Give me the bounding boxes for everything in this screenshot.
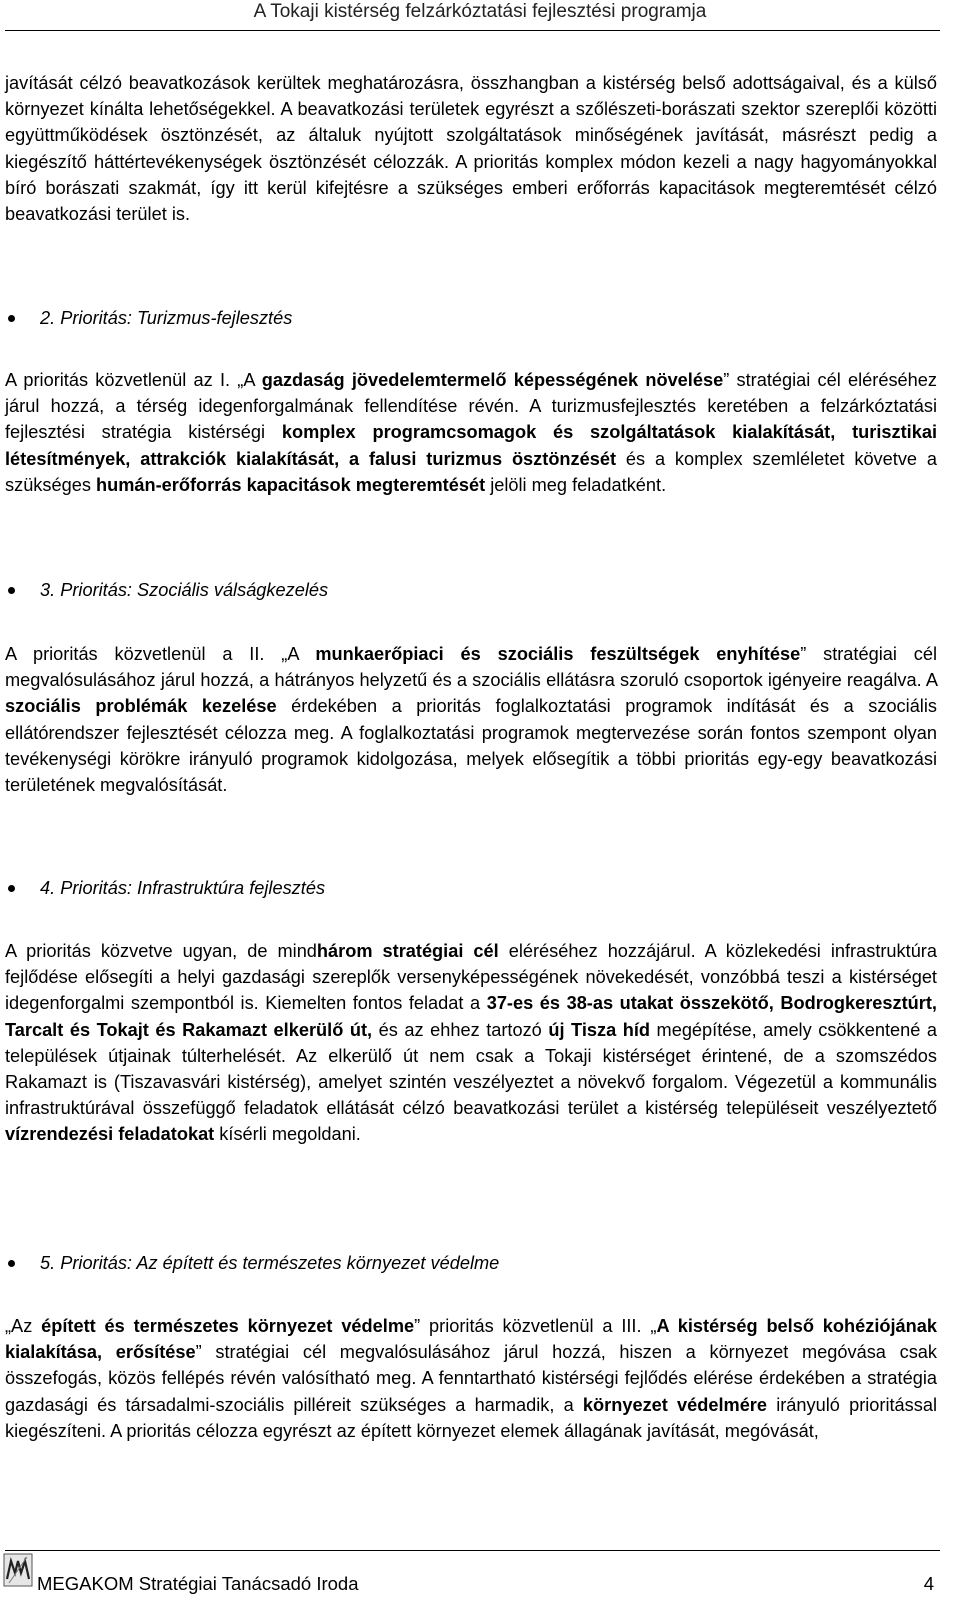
section-5-paragraph: „Az épített és természetes környezet védelme” prioritás közvetlenül a III. „A kistérség belső kohéziójának kialakítása, erősítése” stratégiai cél megvalósulásához járul hozzá, hiszen a környezet megóvása csak összefogás, közös fellépés révén valósítható meg. A fenntartható kistérségi fejlődés elérése érdekében a stratégia gazdasági és társadalmi-szociális pilléreit szükséges a harmadik, a környezet védelmére irányuló prioritással kiegészíteni. A prioritás célozza egyrészt az épített környezet elemek állagának javítását, megóvását,: [5, 1316, 938, 1441]
section-heading-text: 3. Prioritás: Szociális válságkezelés: [40, 580, 329, 600]
intro-paragraph: javítását célzó beavatkozások kerültek meghatározásra, összhangban a kistérség belső adottságaival, és a külső környezet kínálta lehetőségekkel. A beavatkozási területek egyrészt a szőlészeti-borászati szektor szereplői közötti együttműködések ösztönzését, az általuk nyújtott szolgáltatások minőségének javítását, másrészt pedig a kiegészítő háttértevékenységek ösztönzését célozzák. A prioritás komplex módon kezeli a nagy hagyományokkal bíró borászati szakmát, így itt kerül kifejtésre a szükséges emberi erőforrás kapacitások megteremtését célzó beavatkozási terület is.: [5, 73, 937, 225]
section-3-paragraph: A prioritás közvetlenül a II. „A munkaerőpiaci és szociális feszültségek enyhítése” stratégiai cél megvalósulásához járul hozzá, a hátrányos helyzetű és a szociális ellátásra szoruló csoportok igényeire reagálva. A szociális problémák kezelése érdekében a prioritás foglalkoztatási programok indítását és a szociális ellátórendszer fejlesztését célozza meg. A foglalkoztatási programok megtervezése során fontos szempont olyan tevékenységi körökre irányuló programok kidolgozása, melyek elősegítik a többi prioritás egy-egy beavatkozási területének megvalósítását.: [5, 644, 937, 796]
bullet-icon: [8, 587, 15, 594]
section-heading-text: 5. Prioritás: Az épített és természetes környezet védelme: [40, 1253, 500, 1273]
megakom-logo-icon: [3, 1553, 33, 1587]
bullet-icon: [8, 1260, 15, 1267]
bullet-icon: [8, 315, 15, 322]
bullet-icon: [8, 885, 15, 892]
footer-organization: MEGAKOM Stratégiai Tanácsadó Iroda: [37, 1573, 359, 1594]
section-2-paragraph: A prioritás közvetlenül az I. „A gazdaság jövedelemtermelő képességének növelése” stratégiai cél eléréséhez járul hozzá, a térség idegenforgalmának fellendítése révén. A turizmusfejlesztés keretében a felzárkóztatási fejlesztési stratégia kistérségi komplex programcsomagok és szolgáltatások kialakítását, turisztikai létesítmények, attrakciók kialakítását, a falusi turizmus ösztönzését és a komplex szemléletet követve a szükséges humán-erőforrás kapacitások megteremtését jelöli meg feladatként.: [5, 370, 937, 495]
running-header: A Tokaji kistérség felzárkóztatási fejlesztési programja: [253, 1, 707, 22]
page-number: 4: [923, 1573, 934, 1594]
header-divider: [5, 30, 940, 31]
section-heading-text: 2. Prioritás: Turizmus-fejlesztés: [40, 308, 293, 328]
section-heading-text: 4. Prioritás: Infrastruktúra fejlesztés: [40, 878, 326, 898]
footer-divider: [5, 1550, 940, 1551]
section-4-paragraph: A prioritás közvetve ugyan, de mindhárom stratégiai cél eléréséhez hozzájárul. A közlekedési infrastruktúra fejlődése elősegíti a helyi gazdasági szereplők versenyképességének növekedését, vonzóbbá teszi a kistérséget idegenforgalmi szempontból is. Kiemelten fontos feladat a 37-es és 38-as utakat összekötő, Bodrogkeresztúrt, Tarcalt és Tokajt és Rakamazt elkerülő út, és az ehhez tartozó új Tisza híd megépítése, amely csökkentené a települések útjainak túlterhelését. Az elkerülő út nem csak a Tokaji kistérséget érintené, de a szomszédos Rakamazt is (Tiszavasvári kistérség), amelyet szintén veszélyeztet a növekvő forgalom. Végezetül a kommunális infrastruktúrával összefüggő feladatok ellátását célzó beavatkozási terület a kistérség településeit veszélyeztető vízrendezési feladatokat kísérli megoldani.: [5, 941, 938, 1145]
